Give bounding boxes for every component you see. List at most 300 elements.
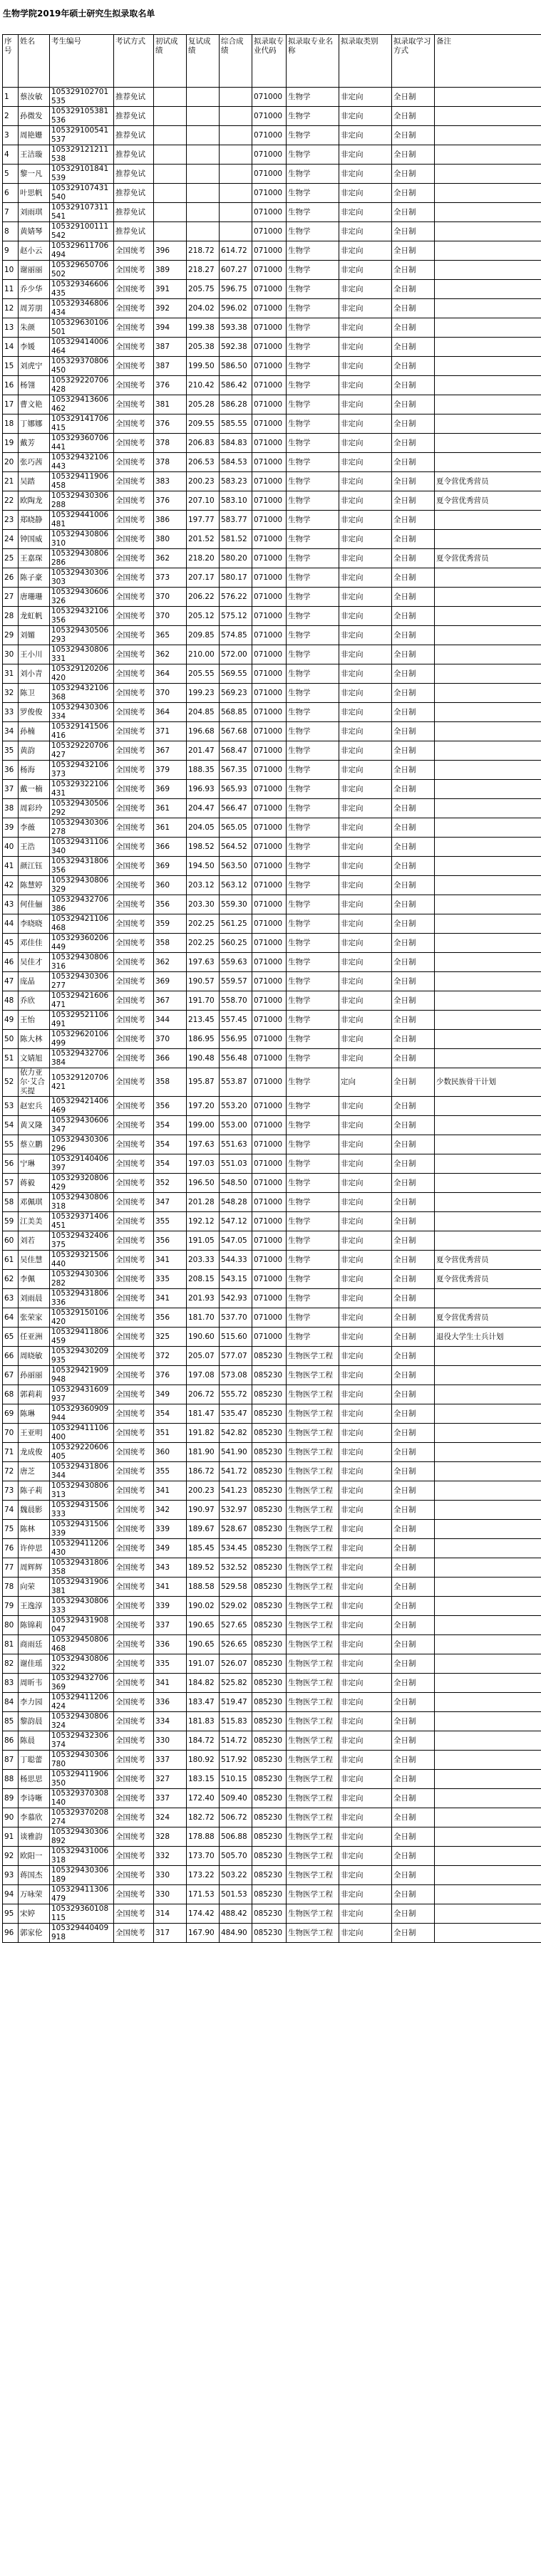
table-cell: 341 bbox=[154, 1578, 187, 1597]
table-cell: 夏令营优秀营员 bbox=[435, 472, 541, 491]
table-cell: 210.42 bbox=[187, 376, 220, 395]
table-cell: 93 bbox=[3, 1866, 19, 1885]
table-cell: 200.23 bbox=[187, 1481, 220, 1501]
table-cell: 全日制 bbox=[392, 1366, 435, 1385]
table-cell: 17 bbox=[3, 395, 19, 414]
table-cell: 9 bbox=[3, 241, 19, 261]
table-cell: 生物学 bbox=[287, 1289, 339, 1308]
table-cell: 全日制 bbox=[392, 1904, 435, 1924]
table-cell: 105329430806310 bbox=[50, 530, 114, 549]
table-cell: 41 bbox=[3, 857, 19, 876]
table-cell: 非定向 bbox=[339, 780, 392, 799]
table-cell: 全国统考 bbox=[114, 299, 154, 318]
table-cell: 吴踏 bbox=[19, 472, 50, 491]
table-row bbox=[3, 184, 541, 203]
table-cell: 071000 bbox=[252, 664, 287, 684]
table-cell: 105329360206449 bbox=[50, 934, 114, 953]
table-cell: 105329431506333 bbox=[50, 1501, 114, 1520]
table-cell: 非定向 bbox=[339, 414, 392, 434]
table-cell: 361 bbox=[154, 818, 187, 838]
table-cell: 105329102701535 bbox=[50, 88, 114, 107]
table-cell: 陈子豪 bbox=[19, 568, 50, 588]
table-row bbox=[3, 972, 541, 991]
table-cell: 555.72 bbox=[220, 1385, 252, 1404]
table-row bbox=[3, 1174, 541, 1193]
table-cell: 非定向 bbox=[339, 1520, 392, 1539]
table-cell: 105329430306303 bbox=[50, 568, 114, 588]
table-cell: 105329430306288 bbox=[50, 491, 114, 511]
table-cell: 全日制 bbox=[392, 1193, 435, 1212]
table-cell: 380 bbox=[154, 530, 187, 549]
table-cell: 全国统考 bbox=[114, 568, 154, 588]
table-cell bbox=[435, 876, 541, 895]
table-cell: 非定向 bbox=[339, 338, 392, 357]
table-cell: 非定向 bbox=[339, 1616, 392, 1635]
table-cell bbox=[435, 607, 541, 626]
table-cell: 376 bbox=[154, 1366, 187, 1385]
table-cell bbox=[435, 972, 541, 991]
table-cell: 360 bbox=[154, 1443, 187, 1462]
table-cell: 192.12 bbox=[187, 1212, 220, 1231]
table-cell: 196.93 bbox=[187, 780, 220, 799]
table-cell bbox=[435, 511, 541, 530]
table-cell: 生物医学工程 bbox=[287, 1558, 339, 1578]
table-cell: 非定向 bbox=[339, 914, 392, 934]
table-cell: 085230 bbox=[252, 1866, 287, 1885]
table-cell bbox=[435, 1616, 541, 1635]
table-cell: 105329220706427 bbox=[50, 741, 114, 761]
table-cell: 199.38 bbox=[187, 318, 220, 338]
table-cell: 201.93 bbox=[187, 1289, 220, 1308]
table-cell: 205.38 bbox=[187, 338, 220, 357]
table-cell: 63 bbox=[3, 1289, 19, 1308]
column-header: 复试成绩 bbox=[187, 35, 220, 88]
table-cell: 47 bbox=[3, 972, 19, 991]
table-row bbox=[3, 626, 541, 645]
table-cell: 191.07 bbox=[187, 1654, 220, 1674]
table-cell: 071000 bbox=[252, 1097, 287, 1116]
table-cell: 陈锦莉 bbox=[19, 1616, 50, 1635]
table-cell: 085230 bbox=[252, 1558, 287, 1578]
table-cell: 黄婧琴 bbox=[19, 222, 50, 241]
table-cell: 071000 bbox=[252, 645, 287, 664]
table-cell: 191.05 bbox=[187, 1231, 220, 1251]
table-cell: 全日制 bbox=[392, 338, 435, 357]
table-cell: 少数民族骨干计划 bbox=[435, 1068, 541, 1097]
table-cell: 全日制 bbox=[392, 1289, 435, 1308]
table-row bbox=[3, 1770, 541, 1789]
table-cell: 213.45 bbox=[187, 1011, 220, 1030]
table-cell: 刘小青 bbox=[19, 664, 50, 684]
table-cell: 342 bbox=[154, 1501, 187, 1520]
table-cell: 非定向 bbox=[339, 1635, 392, 1654]
table-cell: 全国统考 bbox=[114, 1424, 154, 1443]
table-row bbox=[3, 664, 541, 684]
table-cell: 529.02 bbox=[220, 1597, 252, 1616]
table-cell: 李力园 bbox=[19, 1693, 50, 1712]
table-cell: 182.72 bbox=[187, 1808, 220, 1827]
table-cell: 全国统考 bbox=[114, 914, 154, 934]
table-cell: 391 bbox=[154, 280, 187, 299]
table-cell: 非定向 bbox=[339, 145, 392, 165]
table-cell bbox=[435, 1347, 541, 1366]
table-cell: 全国统考 bbox=[114, 357, 154, 376]
table-cell: 190.65 bbox=[187, 1616, 220, 1635]
table-cell: 580.20 bbox=[220, 549, 252, 568]
table-cell: 生物学 bbox=[287, 799, 339, 818]
table-cell bbox=[435, 1770, 541, 1789]
table-cell: 商雨廷 bbox=[19, 1635, 50, 1654]
table-cell: 全日制 bbox=[392, 1501, 435, 1520]
table-cell: 071000 bbox=[252, 472, 287, 491]
table-cell: 全日制 bbox=[392, 1866, 435, 1885]
table-cell: 全日制 bbox=[392, 1270, 435, 1289]
table-cell: 584.83 bbox=[220, 434, 252, 453]
table-cell: 刘虎宁 bbox=[19, 357, 50, 376]
table-cell: 非定向 bbox=[339, 165, 392, 184]
table-cell: 全日制 bbox=[392, 1030, 435, 1049]
table-cell: 071000 bbox=[252, 1049, 287, 1068]
table-cell bbox=[435, 1193, 541, 1212]
table-row bbox=[3, 1328, 541, 1347]
table-cell bbox=[435, 184, 541, 203]
table-cell: 生物学 bbox=[287, 1328, 339, 1347]
table-cell: 生物医学工程 bbox=[287, 1616, 339, 1635]
table-cell: 生物医学工程 bbox=[287, 1770, 339, 1789]
table-cell: 全国统考 bbox=[114, 511, 154, 530]
table-cell: 全国统考 bbox=[114, 1578, 154, 1597]
table-cell: 全国统考 bbox=[114, 857, 154, 876]
table-cell: 全日制 bbox=[392, 1924, 435, 1943]
table-cell: 全日制 bbox=[392, 1827, 435, 1847]
table-cell: 全日制 bbox=[392, 1808, 435, 1827]
table-cell: 全日制 bbox=[392, 88, 435, 107]
table-cell: 非定向 bbox=[339, 626, 392, 645]
table-cell: 173.70 bbox=[187, 1847, 220, 1866]
table-row bbox=[3, 280, 541, 299]
table-row bbox=[3, 434, 541, 453]
table-cell bbox=[435, 357, 541, 376]
table-cell: 27 bbox=[3, 588, 19, 607]
table-cell: 全日制 bbox=[392, 818, 435, 838]
table-cell: 356 bbox=[154, 1308, 187, 1328]
table-cell bbox=[435, 299, 541, 318]
table-cell: 071000 bbox=[252, 1328, 287, 1347]
table-cell: 371 bbox=[154, 722, 187, 741]
table-cell: 105329430806318 bbox=[50, 1193, 114, 1212]
table-cell bbox=[220, 203, 252, 222]
table-cell: 王洁璇 bbox=[19, 145, 50, 165]
table-cell: 25 bbox=[3, 549, 19, 568]
table-cell: 105329321506440 bbox=[50, 1251, 114, 1270]
table-cell bbox=[435, 1597, 541, 1616]
table-cell: 8 bbox=[3, 222, 19, 241]
table-cell: 全日制 bbox=[392, 607, 435, 626]
table-cell: 全日制 bbox=[392, 434, 435, 453]
table-row bbox=[3, 453, 541, 472]
table-cell: 唐珊珊 bbox=[19, 588, 50, 607]
table-cell bbox=[435, 338, 541, 357]
table-cell: 344 bbox=[154, 1011, 187, 1030]
table-cell: 全国统考 bbox=[114, 1212, 154, 1231]
table-row bbox=[3, 1539, 541, 1558]
table-cell bbox=[435, 1712, 541, 1731]
table-cell: 207.10 bbox=[187, 491, 220, 511]
table-cell: 532.97 bbox=[220, 1501, 252, 1520]
table-row bbox=[3, 895, 541, 914]
table-cell: 生物学 bbox=[287, 491, 339, 511]
table-cell bbox=[435, 88, 541, 107]
table-cell: 071000 bbox=[252, 934, 287, 953]
table-cell: 向荣 bbox=[19, 1578, 50, 1597]
table-row bbox=[3, 1135, 541, 1154]
table-cell bbox=[435, 241, 541, 261]
table-cell: 58 bbox=[3, 1193, 19, 1212]
table-cell bbox=[220, 107, 252, 126]
table-cell: 赵宏兵 bbox=[19, 1097, 50, 1116]
table-cell bbox=[220, 88, 252, 107]
table-row bbox=[3, 568, 541, 588]
table-cell: 541.23 bbox=[220, 1481, 252, 1501]
table-row bbox=[3, 1097, 541, 1116]
table-cell: 非定向 bbox=[339, 299, 392, 318]
table-cell bbox=[187, 107, 220, 126]
table-cell: 非定向 bbox=[339, 818, 392, 838]
table-cell: 362 bbox=[154, 953, 187, 972]
table-cell: 376 bbox=[154, 376, 187, 395]
table-cell: 非定向 bbox=[339, 1289, 392, 1308]
table-cell: 362 bbox=[154, 549, 187, 568]
table-cell: 73 bbox=[3, 1481, 19, 1501]
table-cell: 非定向 bbox=[339, 607, 392, 626]
table-cell: 全日制 bbox=[392, 1385, 435, 1404]
table-cell: 48 bbox=[3, 991, 19, 1011]
table-row bbox=[3, 1654, 541, 1674]
table-cell: 吴佳慧 bbox=[19, 1251, 50, 1270]
table-cell: 206.53 bbox=[187, 453, 220, 472]
table-header-row bbox=[3, 35, 541, 88]
table-row bbox=[3, 1154, 541, 1174]
table-row bbox=[3, 914, 541, 934]
table-cell: 181.90 bbox=[187, 1443, 220, 1462]
table-cell: 369 bbox=[154, 780, 187, 799]
table-cell: 刘若 bbox=[19, 1231, 50, 1251]
table-row bbox=[3, 1251, 541, 1270]
table-cell: 355 bbox=[154, 1212, 187, 1231]
table-cell: 非定向 bbox=[339, 1597, 392, 1616]
table-cell: 52 bbox=[3, 1068, 19, 1097]
table-cell: 全日制 bbox=[392, 588, 435, 607]
table-cell: 非定向 bbox=[339, 1154, 392, 1174]
table-cell: 全国统考 bbox=[114, 1731, 154, 1751]
table-row bbox=[3, 780, 541, 799]
table-cell bbox=[435, 761, 541, 780]
table-cell: 085230 bbox=[252, 1520, 287, 1539]
table-cell: 197.03 bbox=[187, 1154, 220, 1174]
column-header: 拟录取专业名称 bbox=[287, 35, 339, 88]
table-cell: 生物学 bbox=[287, 703, 339, 722]
table-cell: 生物学 bbox=[287, 818, 339, 838]
table-cell: 全国统考 bbox=[114, 1616, 154, 1635]
table-cell: 563.12 bbox=[220, 876, 252, 895]
table-cell: 505.70 bbox=[220, 1847, 252, 1866]
table-row bbox=[3, 261, 541, 280]
table-cell: 生物医学工程 bbox=[287, 1462, 339, 1481]
table-row bbox=[3, 761, 541, 780]
table-cell: 576.22 bbox=[220, 588, 252, 607]
table-cell bbox=[435, 722, 541, 741]
table-cell: 556.48 bbox=[220, 1049, 252, 1068]
table-cell: 205.12 bbox=[187, 607, 220, 626]
table-cell: 105329411906350 bbox=[50, 1770, 114, 1789]
table-cell: 非定向 bbox=[339, 1174, 392, 1193]
table-cell: 非定向 bbox=[339, 1030, 392, 1049]
table-cell: 105329430806286 bbox=[50, 549, 114, 568]
table-cell: 191.70 bbox=[187, 991, 220, 1011]
table-cell: 567.35 bbox=[220, 761, 252, 780]
table-cell: 全日制 bbox=[392, 1174, 435, 1193]
table-cell: 陈子莉 bbox=[19, 1481, 50, 1501]
table-row bbox=[3, 1693, 541, 1712]
table-cell: 519.47 bbox=[220, 1693, 252, 1712]
table-cell: 全国统考 bbox=[114, 1904, 154, 1924]
table-cell: 105329431908047 bbox=[50, 1616, 114, 1635]
table-cell: 生物学 bbox=[287, 453, 339, 472]
table-cell: 陈慧婷 bbox=[19, 876, 50, 895]
table-cell: 105329421909948 bbox=[50, 1366, 114, 1385]
table-cell: 501.53 bbox=[220, 1885, 252, 1904]
table-cell: 218.27 bbox=[187, 261, 220, 280]
table-cell: 317 bbox=[154, 1924, 187, 1943]
table-row bbox=[3, 145, 541, 165]
table-cell: 蔡立鹏 bbox=[19, 1135, 50, 1154]
table-cell: 生物学 bbox=[287, 165, 339, 184]
table-cell: 553.00 bbox=[220, 1116, 252, 1135]
table-cell: 347 bbox=[154, 1193, 187, 1212]
table-cell: 非定向 bbox=[339, 1885, 392, 1904]
table-cell: 刘雨琪 bbox=[19, 203, 50, 222]
table-cell: 张巧茜 bbox=[19, 453, 50, 472]
table-cell: 581.52 bbox=[220, 530, 252, 549]
table-cell: 64 bbox=[3, 1308, 19, 1328]
table-cell: 生物医学工程 bbox=[287, 1904, 339, 1924]
table-cell: 105329121211538 bbox=[50, 145, 114, 165]
table-cell: 生物学 bbox=[287, 972, 339, 991]
table-cell: 生物医学工程 bbox=[287, 1385, 339, 1404]
table-cell bbox=[435, 434, 541, 453]
table-cell: 杨思思 bbox=[19, 1770, 50, 1789]
table-cell: 105329432406375 bbox=[50, 1231, 114, 1251]
table-cell bbox=[220, 184, 252, 203]
table-cell: 29 bbox=[3, 626, 19, 645]
table-cell: 585.55 bbox=[220, 414, 252, 434]
table-cell: 49 bbox=[3, 1011, 19, 1030]
table-cell: 非定向 bbox=[339, 511, 392, 530]
table-cell: 全日制 bbox=[392, 1443, 435, 1462]
table-cell: 全国统考 bbox=[114, 280, 154, 299]
table-cell: 全日制 bbox=[392, 1712, 435, 1731]
table-cell: 全国统考 bbox=[114, 1693, 154, 1712]
table-cell: 105329411206430 bbox=[50, 1539, 114, 1558]
table-cell: 全日制 bbox=[392, 741, 435, 761]
table-row bbox=[3, 549, 541, 568]
table-cell: 105329220706428 bbox=[50, 376, 114, 395]
table-cell: 354 bbox=[154, 1135, 187, 1154]
table-cell: 82 bbox=[3, 1654, 19, 1674]
table-cell: 204.05 bbox=[187, 818, 220, 838]
table-cell bbox=[435, 1866, 541, 1885]
table-cell: 071000 bbox=[252, 626, 287, 645]
table-cell: 非定向 bbox=[339, 1808, 392, 1827]
table-cell: 593.38 bbox=[220, 318, 252, 338]
table-cell: 陈琳 bbox=[19, 1404, 50, 1424]
table-cell: 全国统考 bbox=[114, 1885, 154, 1904]
table-cell: 乔欣 bbox=[19, 991, 50, 1011]
table-cell: 全日制 bbox=[392, 991, 435, 1011]
table-cell: 105329360909944 bbox=[50, 1404, 114, 1424]
table-cell: 185.45 bbox=[187, 1539, 220, 1558]
table-cell: 90 bbox=[3, 1808, 19, 1827]
table-cell: 生物学 bbox=[287, 1231, 339, 1251]
table-cell: 全国统考 bbox=[114, 1366, 154, 1385]
table-cell: 085230 bbox=[252, 1462, 287, 1481]
table-cell: 105329430606326 bbox=[50, 588, 114, 607]
table-cell: 张荣家 bbox=[19, 1308, 50, 1328]
table-cell: 171.53 bbox=[187, 1885, 220, 1904]
table-cell bbox=[435, 568, 541, 588]
table-cell: 337 bbox=[154, 1616, 187, 1635]
table-cell: 非定向 bbox=[339, 1693, 392, 1712]
table-row bbox=[3, 857, 541, 876]
table-cell: 105329430306334 bbox=[50, 703, 114, 722]
table-cell: 生物学 bbox=[287, 1097, 339, 1116]
table-cell bbox=[220, 126, 252, 145]
table-cell: 563.50 bbox=[220, 857, 252, 876]
table-cell: 330 bbox=[154, 1885, 187, 1904]
table-cell: 推荐免试 bbox=[114, 107, 154, 126]
table-cell: 李晓晓 bbox=[19, 914, 50, 934]
table-cell: 生物医学工程 bbox=[287, 1885, 339, 1904]
table-cell: 105329430306277 bbox=[50, 972, 114, 991]
table-cell: 53 bbox=[3, 1097, 19, 1116]
table-cell: 23 bbox=[3, 511, 19, 530]
table-cell: 396 bbox=[154, 241, 187, 261]
table-cell: 387 bbox=[154, 338, 187, 357]
table-cell: 071000 bbox=[252, 280, 287, 299]
table-cell: 105329440409918 bbox=[50, 1924, 114, 1943]
table-cell: 全日制 bbox=[392, 1731, 435, 1751]
table-cell: 28 bbox=[3, 607, 19, 626]
table-cell: 71 bbox=[3, 1443, 19, 1462]
table-cell: 生物医学工程 bbox=[287, 1789, 339, 1808]
table-cell: 全日制 bbox=[392, 914, 435, 934]
table-cell: 547.12 bbox=[220, 1212, 252, 1231]
table-cell: 非定向 bbox=[339, 1654, 392, 1674]
table-cell: 085230 bbox=[252, 1443, 287, 1462]
table-cell: 非定向 bbox=[339, 184, 392, 203]
table-row bbox=[3, 1731, 541, 1751]
table-cell: 204.47 bbox=[187, 799, 220, 818]
table-cell: 全日制 bbox=[392, 799, 435, 818]
table-cell: 105329430806313 bbox=[50, 1481, 114, 1501]
table-cell: 364 bbox=[154, 664, 187, 684]
table-cell bbox=[435, 1231, 541, 1251]
table-cell: 358 bbox=[154, 934, 187, 953]
table-body bbox=[3, 35, 541, 1943]
table-cell: 全日制 bbox=[392, 1597, 435, 1616]
table-cell: 105329371406451 bbox=[50, 1212, 114, 1231]
table-cell: 非定向 bbox=[339, 1270, 392, 1289]
